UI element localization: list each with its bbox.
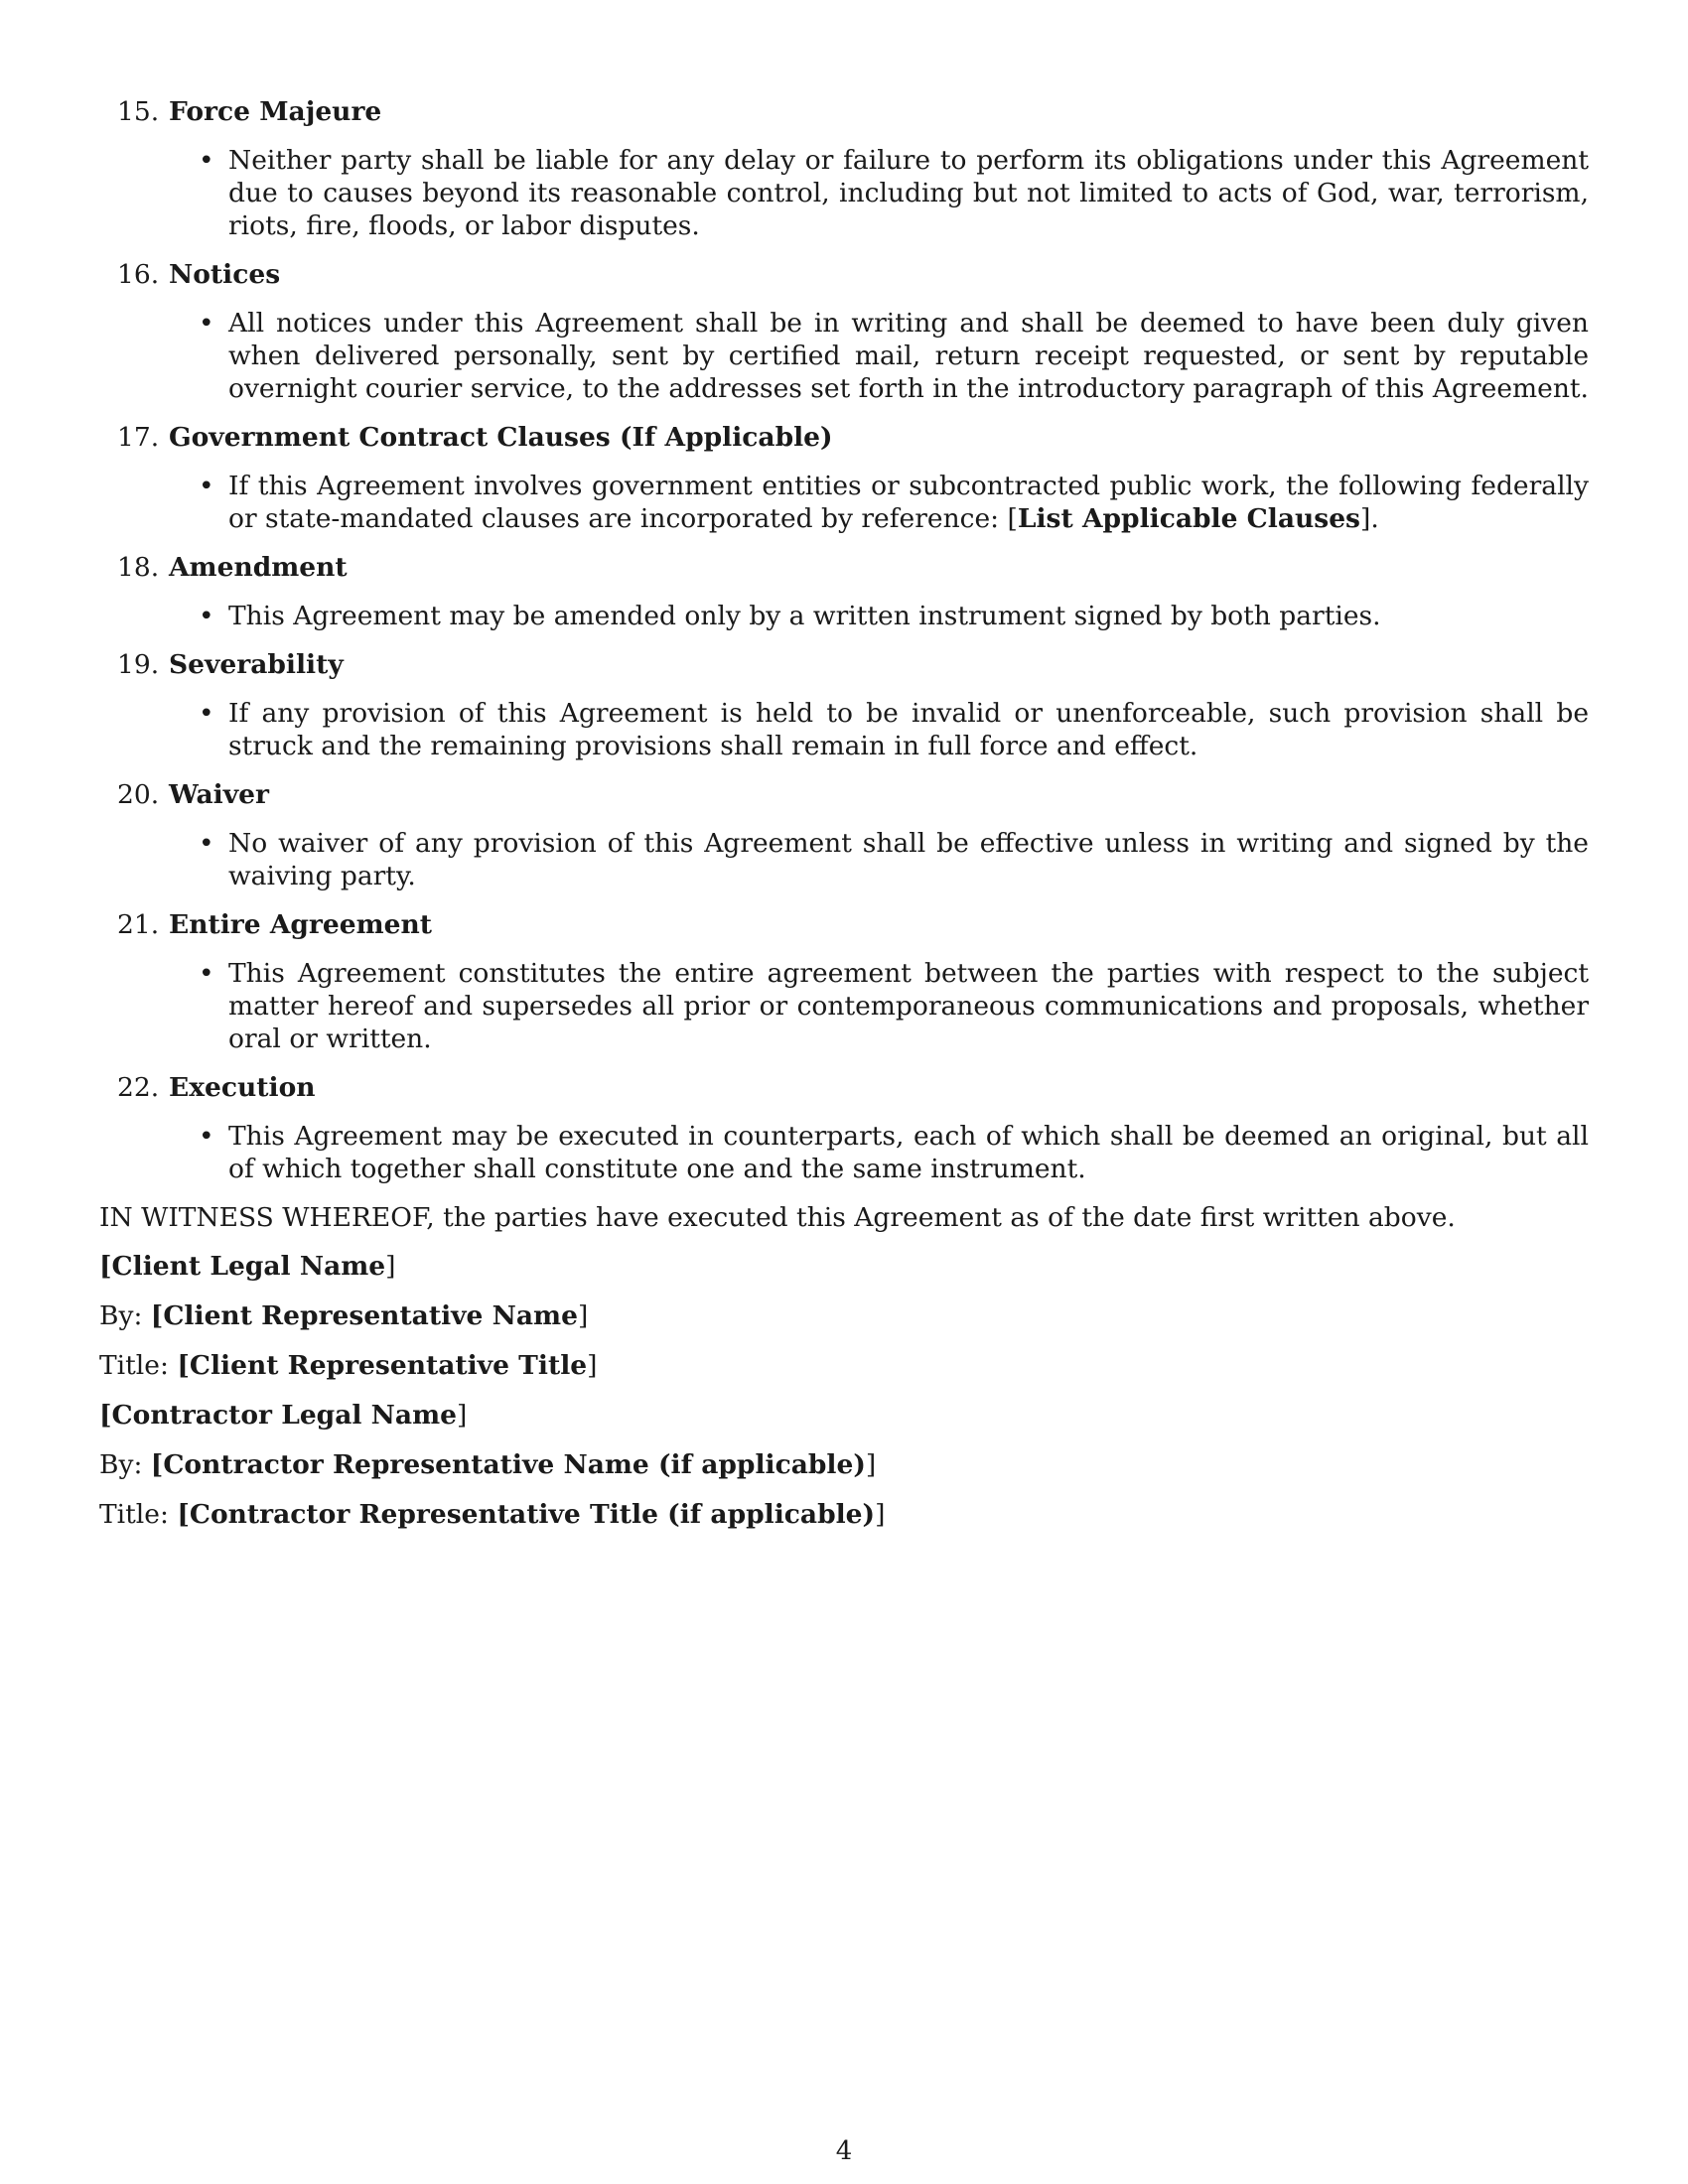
section-title: Amendment xyxy=(169,552,348,583)
title-label: Title: xyxy=(99,1499,178,1530)
contractor-representative-name: Contractor Representative Name (if applicable) xyxy=(163,1449,866,1480)
section-bullet xyxy=(99,697,1589,762)
signature-block xyxy=(99,1250,1589,1531)
section-heading xyxy=(99,421,1589,454)
contractor-title-line: Title: [Contractor Representative Title (if applicable)] xyxy=(99,1499,886,1530)
by-label: By: xyxy=(99,1449,151,1480)
bullet-icon: • xyxy=(199,308,214,339)
by-label: By: xyxy=(99,1300,151,1331)
section-heading xyxy=(99,648,1589,681)
section-heading xyxy=(99,908,1589,941)
section-amendment xyxy=(99,551,1589,632)
client-representative-title: Client Representative Title xyxy=(189,1350,588,1381)
section-heading xyxy=(99,551,1589,584)
section-government-contract-clauses xyxy=(99,421,1589,535)
section-title: Government Contract Clauses (If Applicable) xyxy=(169,422,833,453)
title-label: Title: xyxy=(99,1350,178,1381)
bullet-text: All notices under this Agreement shall be in writing and shall be deemed to have been duly given when delivered personally, sent by certified mail, return receipt requested, or sent by reputable overnight courier service, to the addresses set forth in the introductory paragraph of this Agreement. xyxy=(228,308,1589,404)
bullet-text: If this Agreement involves government entities or subcontracted public work, the following federally or state-mandated clauses are incorporated by reference: [ xyxy=(228,471,1589,534)
bullet-text: This Agreement constitutes the entire agreement between the parties with respect to the subject matter hereof and supersedes all prior or contemporaneous communications and proposals, whether oral or written. xyxy=(228,958,1589,1054)
placeholder-list-clauses: List Applicable Clauses xyxy=(1017,503,1360,534)
section-title: Force Majeure xyxy=(169,96,382,127)
section-bullet xyxy=(99,600,1589,632)
client-legal-name-line: [Client Legal Name] xyxy=(99,1251,396,1282)
section-heading xyxy=(99,258,1589,291)
bullet-text: Neither party shall be liable for any delay or failure to perform its obligations under this Agreement due to causes beyond its reasonable control, including but not limited to acts of God, war, terrorism, riots, fire, floods, or labor disputes. xyxy=(228,145,1589,241)
section-heading xyxy=(99,1071,1589,1104)
section-number: 21. xyxy=(117,909,160,940)
contractor-representative-line: By: [Contractor Representative Name (if applicable)] xyxy=(99,1449,877,1480)
section-number: 15. xyxy=(117,96,160,127)
contractor-legal-name: Contractor Legal Name xyxy=(111,1400,457,1431)
bullet-text: If any provision of this Agreement is held to be invalid or unenforceable, such provision shall be struck and the remaining provisions shall remain in full force and effect. xyxy=(228,698,1589,761)
section-title: Entire Agreement xyxy=(169,909,432,940)
section-bullet xyxy=(99,957,1589,1055)
section-title: Severability xyxy=(169,649,344,680)
client-representative-line: By: [Client Representative Name] xyxy=(99,1300,589,1331)
section-number: 16. xyxy=(117,259,160,290)
document-page xyxy=(99,95,1589,1548)
bullet-icon: • xyxy=(199,828,214,859)
section-waiver xyxy=(99,778,1589,892)
bullet-text: This Agreement may be executed in counterparts, each of which shall be deemed an original, but all of which together shall constitute one and the same instrument. xyxy=(228,1121,1589,1184)
section-bullet xyxy=(99,1120,1589,1185)
bullet-icon: • xyxy=(199,145,214,176)
section-notices xyxy=(99,258,1589,405)
section-title: Execution xyxy=(169,1072,316,1103)
bullet-text: No waiver of any provision of this Agreement shall be effective unless in writing and signed by the waiving party. xyxy=(228,828,1589,891)
section-bullet xyxy=(99,307,1589,405)
section-bullet xyxy=(99,827,1589,892)
bullet-text: This Agreement may be amended only by a written instrument signed by both parties. xyxy=(228,601,1381,631)
section-severability xyxy=(99,648,1589,762)
contractor-representative-title: Contractor Representative Title (if applicable) xyxy=(189,1499,876,1530)
section-heading xyxy=(99,778,1589,811)
contractor-legal-name-line: [Contractor Legal Name] xyxy=(99,1400,468,1431)
page-number: 4 xyxy=(835,2136,853,2166)
section-number: 20. xyxy=(117,779,160,810)
bullet-icon: • xyxy=(199,698,214,729)
section-number: 17. xyxy=(117,422,160,453)
section-bullet xyxy=(99,144,1589,242)
section-title: Waiver xyxy=(169,779,269,810)
section-title: Notices xyxy=(169,259,281,290)
section-bullet xyxy=(99,470,1589,535)
bullet-icon: • xyxy=(199,471,214,501)
bullet-icon: • xyxy=(199,601,214,631)
section-execution xyxy=(99,1071,1589,1185)
section-number: 22. xyxy=(117,1072,160,1103)
bullet-text-end: ]. xyxy=(1359,503,1379,534)
section-force-majeure xyxy=(99,95,1589,242)
client-legal-name: Client Legal Name xyxy=(111,1251,386,1282)
bullet-icon: • xyxy=(199,958,214,989)
section-entire-agreement xyxy=(99,908,1589,1055)
client-representative-name: Client Representative Name xyxy=(163,1300,578,1331)
section-number: 19. xyxy=(117,649,160,680)
section-heading xyxy=(99,95,1589,128)
bullet-icon: • xyxy=(199,1121,214,1152)
client-title-line: Title: [Client Representative Title] xyxy=(99,1350,598,1381)
section-number: 18. xyxy=(117,552,160,583)
witness-statement: IN WITNESS WHEREOF, the parties have executed this Agreement as of the date first written above. xyxy=(99,1202,1456,1233)
